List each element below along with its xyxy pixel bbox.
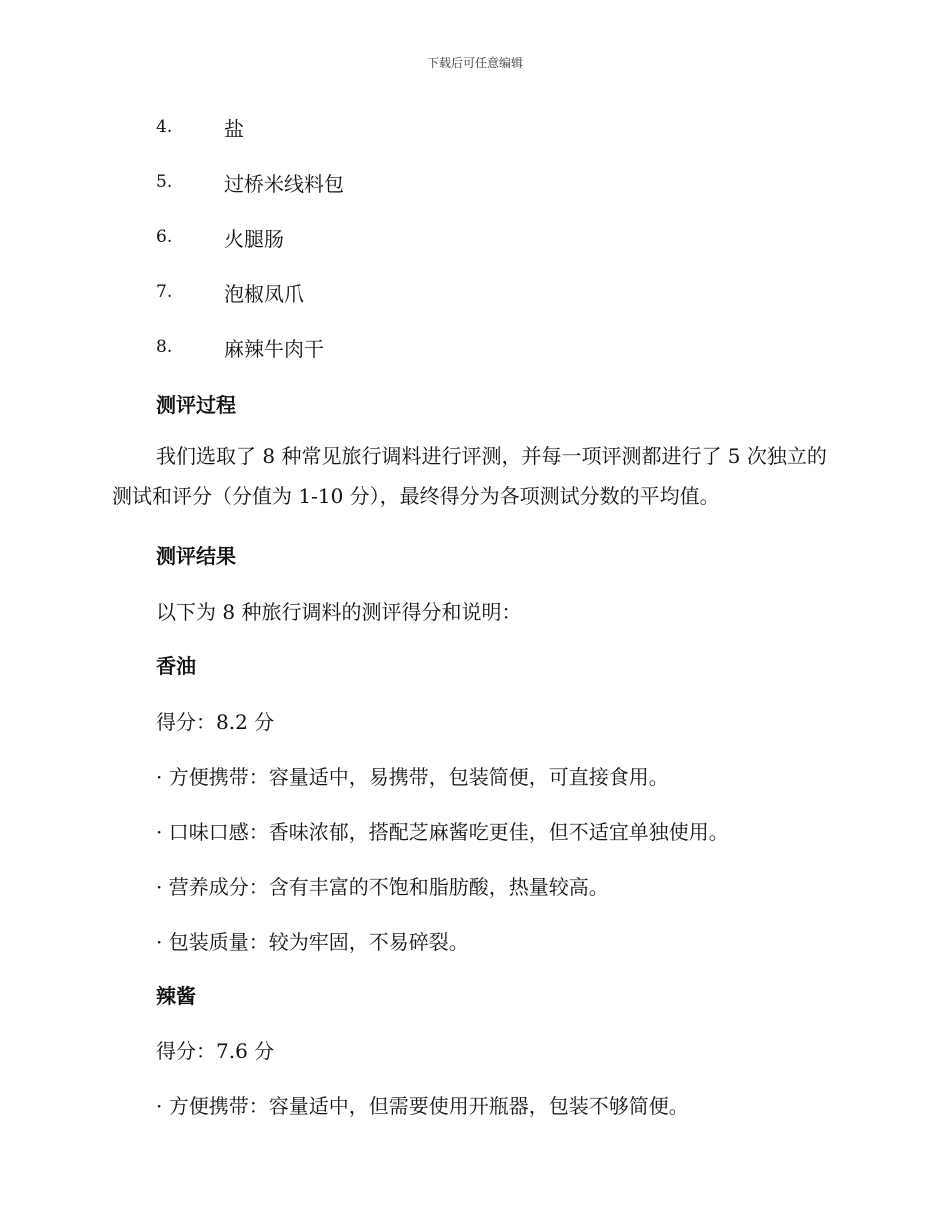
item-point: · 营养成分：含有丰富的不饱和脂肪酸，热量较高。 <box>156 875 609 899</box>
list-item-number: 6. <box>156 227 173 247</box>
item-score: 得分：8.2 分 <box>156 710 275 734</box>
process-paragraph: 我们选取了 8 种常见旅行调料进行评测，并每一项评测都进行了 5 次独立的测试和评分（分值为 1-10 分），最终得分为各项测试分数的平均值。 <box>112 444 827 508</box>
list-item-text: 泡椒凤爪 <box>224 281 304 306</box>
list-item-text: 火腿肠 <box>224 226 284 251</box>
item-point: · 口味口感：香味浓郁，搭配芝麻酱吃更佳，但不适宜单独使用。 <box>156 820 729 844</box>
item-point: · 方便携带：容量适中，但需要使用开瓶器，包装不够简便。 <box>156 1094 689 1118</box>
list-item <box>156 277 304 307</box>
list-item <box>156 222 284 252</box>
list-item <box>156 112 244 142</box>
item-name-sesame-oil: 香油 <box>156 654 196 678</box>
list-item-number: 4. <box>156 117 173 137</box>
list-item-number: 5. <box>156 172 173 192</box>
list-item <box>156 167 344 197</box>
item-name-chili-sauce: 辣酱 <box>156 984 196 1008</box>
list-item-number: 8. <box>156 337 173 357</box>
item-point: · 方便携带：容量适中，易携带，包装简便，可直接食用。 <box>156 765 669 789</box>
list-item-text: 盐 <box>224 116 244 141</box>
list-item-number: 7. <box>156 282 173 302</box>
page-header: 下载后可任意编辑 <box>426 56 523 70</box>
process-heading: 测评过程 <box>156 393 236 417</box>
list-item <box>156 332 324 362</box>
results-heading: 测评结果 <box>156 544 236 568</box>
results-intro: 以下为 8 种旅行调料的测评得分和说明： <box>156 600 522 624</box>
list-item-text: 麻辣牛肉干 <box>224 336 324 361</box>
item-score: 得分：7.6 分 <box>156 1039 275 1063</box>
item-point: · 包装质量：较为牢固，不易碎裂。 <box>156 930 469 954</box>
list-item-text: 过桥米线料包 <box>224 171 344 196</box>
